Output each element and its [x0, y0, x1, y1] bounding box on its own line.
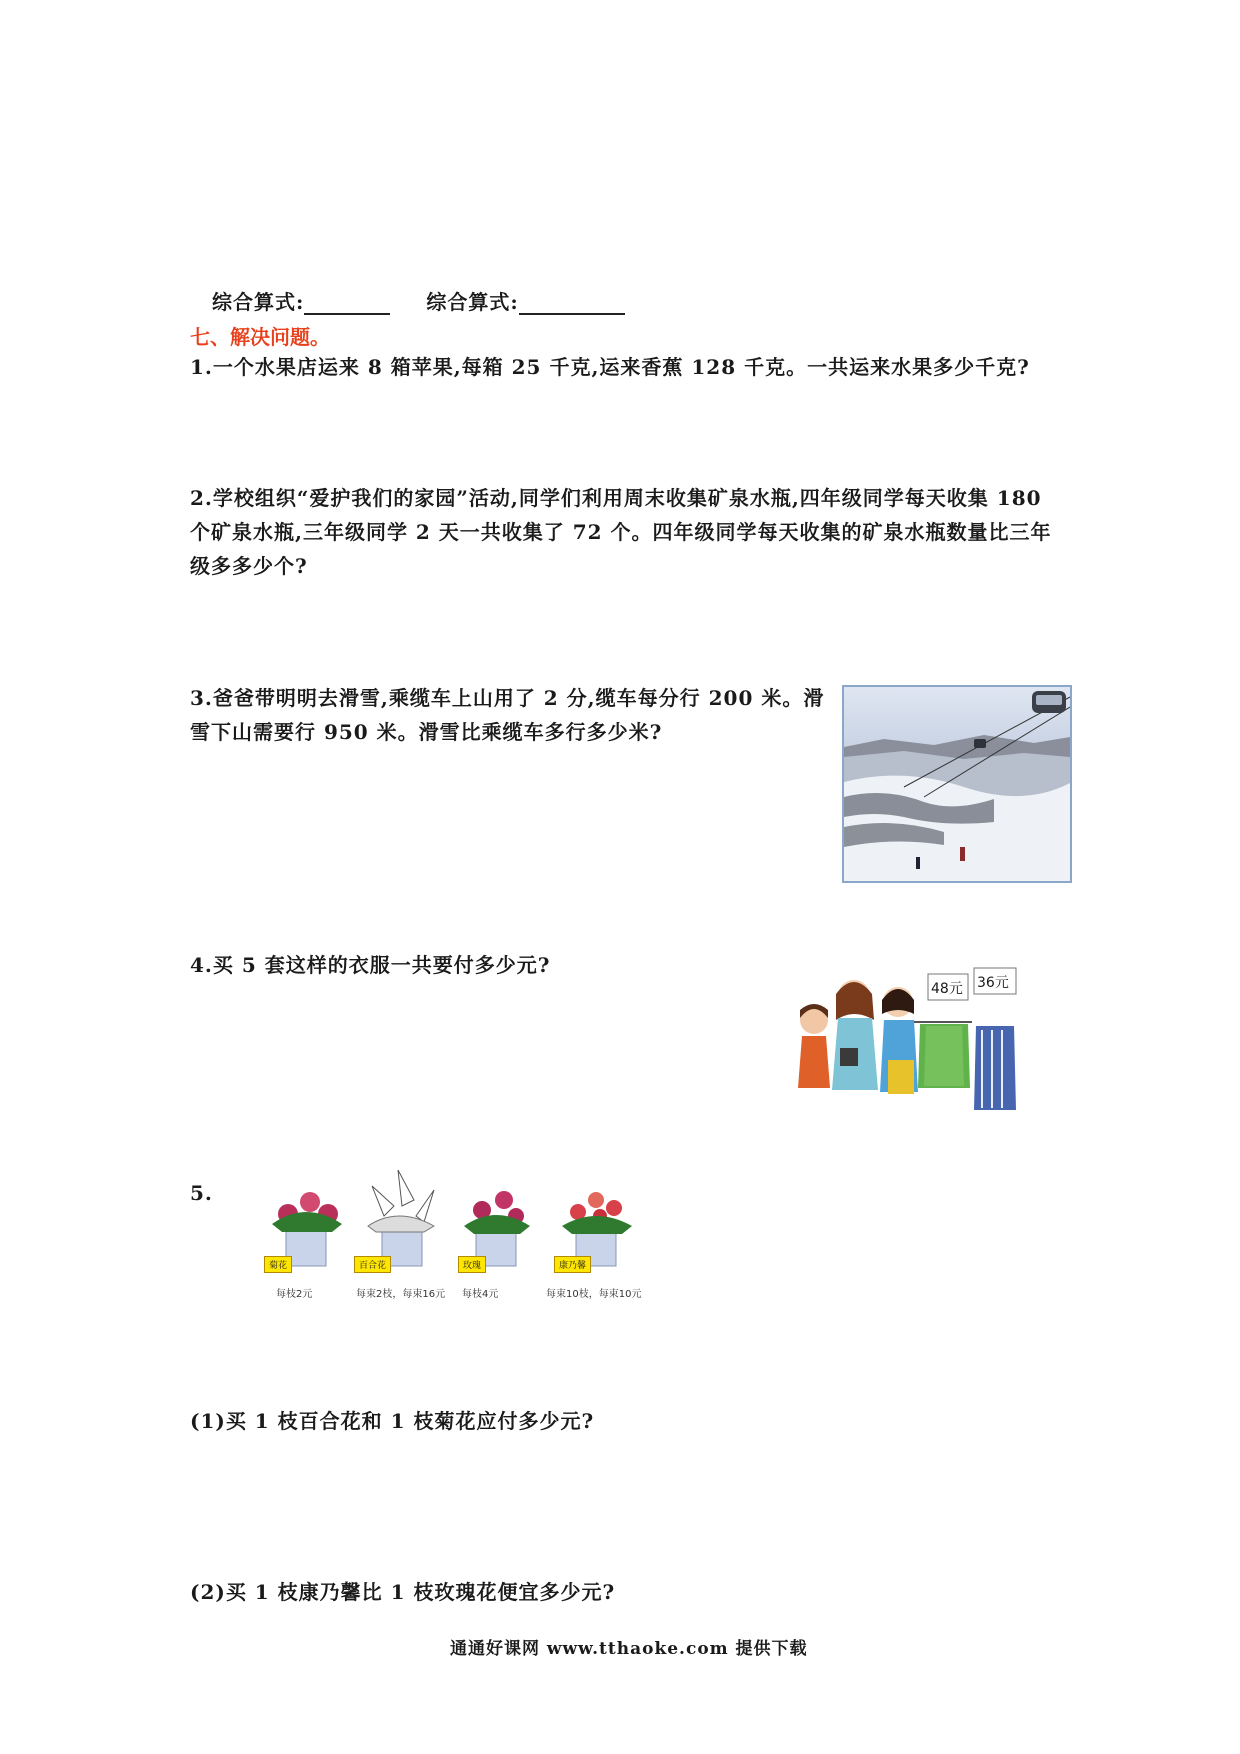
flower-price-4: 每束10枝，每束10元	[546, 1289, 642, 1300]
flower-card-chrysanthemum	[262, 1180, 352, 1280]
problem-3: 3.爸爸带明明去滑雪,乘缆车上山用了 2 分,缆车每分行 200 米。滑雪下山需要行 950 米。滑雪比乘缆车多行多少米?	[190, 686, 825, 744]
page-footer: 通通好课网 www.tthaoke.com 提供下载	[450, 1639, 808, 1659]
problem-4: 4.买 5 套这样的衣服一共要付多少元?	[190, 953, 551, 977]
clothes-shopping-picture	[792, 960, 1032, 1118]
problem-2: 2.学校组织“爱护我们的家园”活动,同学们利用周末收集矿泉水瓶,四年级同学每天收集 180 个矿泉水瓶,三年级同学 2 天一共收集了 72 个。四年级同学每天收集的矿泉水瓶数量比三年级多多少个?	[190, 486, 1052, 578]
flower-tag-2: 百合花	[354, 1256, 391, 1273]
flower-price-2: 每束2枝，每束16元	[356, 1289, 446, 1300]
section-title: 七、解决问题。	[190, 325, 330, 349]
flower-card-rose	[452, 1180, 542, 1280]
problem-5: 5.	[190, 1181, 213, 1205]
flower-tag-3: 玫瑰	[458, 1256, 486, 1273]
flower-price-3: 每枝4元	[462, 1289, 499, 1300]
price-label-2: 36元	[977, 975, 1009, 991]
formula-blank-2[interactable]	[519, 291, 625, 315]
ski-lift-illustration	[844, 687, 1070, 881]
problem-1: 1.一个水果店运来 8 箱苹果,每箱 25 千克,运来香蕉 128 千克。一共运来水果多少千克?	[190, 355, 1030, 379]
question-5-1: (1)买 1 枝百合花和 1 枝菊花应付多少元?	[190, 1409, 595, 1433]
question-5-2: (2)买 1 枝康乃馨比 1 枝玫瑰花便宜多少元?	[190, 1580, 616, 1604]
flower-tag-1: 菊花	[264, 1256, 292, 1273]
formula-row	[212, 286, 625, 315]
flower-tag-4: 康乃馨	[554, 1256, 591, 1273]
flower-price-strip	[262, 1180, 662, 1300]
formula-blank-1[interactable]	[304, 291, 390, 315]
flower-card-carnation	[552, 1180, 642, 1280]
flower-card-lily	[354, 1166, 444, 1280]
formula-label-2: 综合算式:	[426, 290, 519, 314]
formula-label-1: 综合算式:	[212, 290, 305, 314]
flower-price-1: 每枝2元	[276, 1289, 313, 1300]
lily-icon	[354, 1166, 444, 1270]
price-label-1: 48元	[931, 981, 963, 997]
ski-lift-picture	[842, 685, 1072, 883]
